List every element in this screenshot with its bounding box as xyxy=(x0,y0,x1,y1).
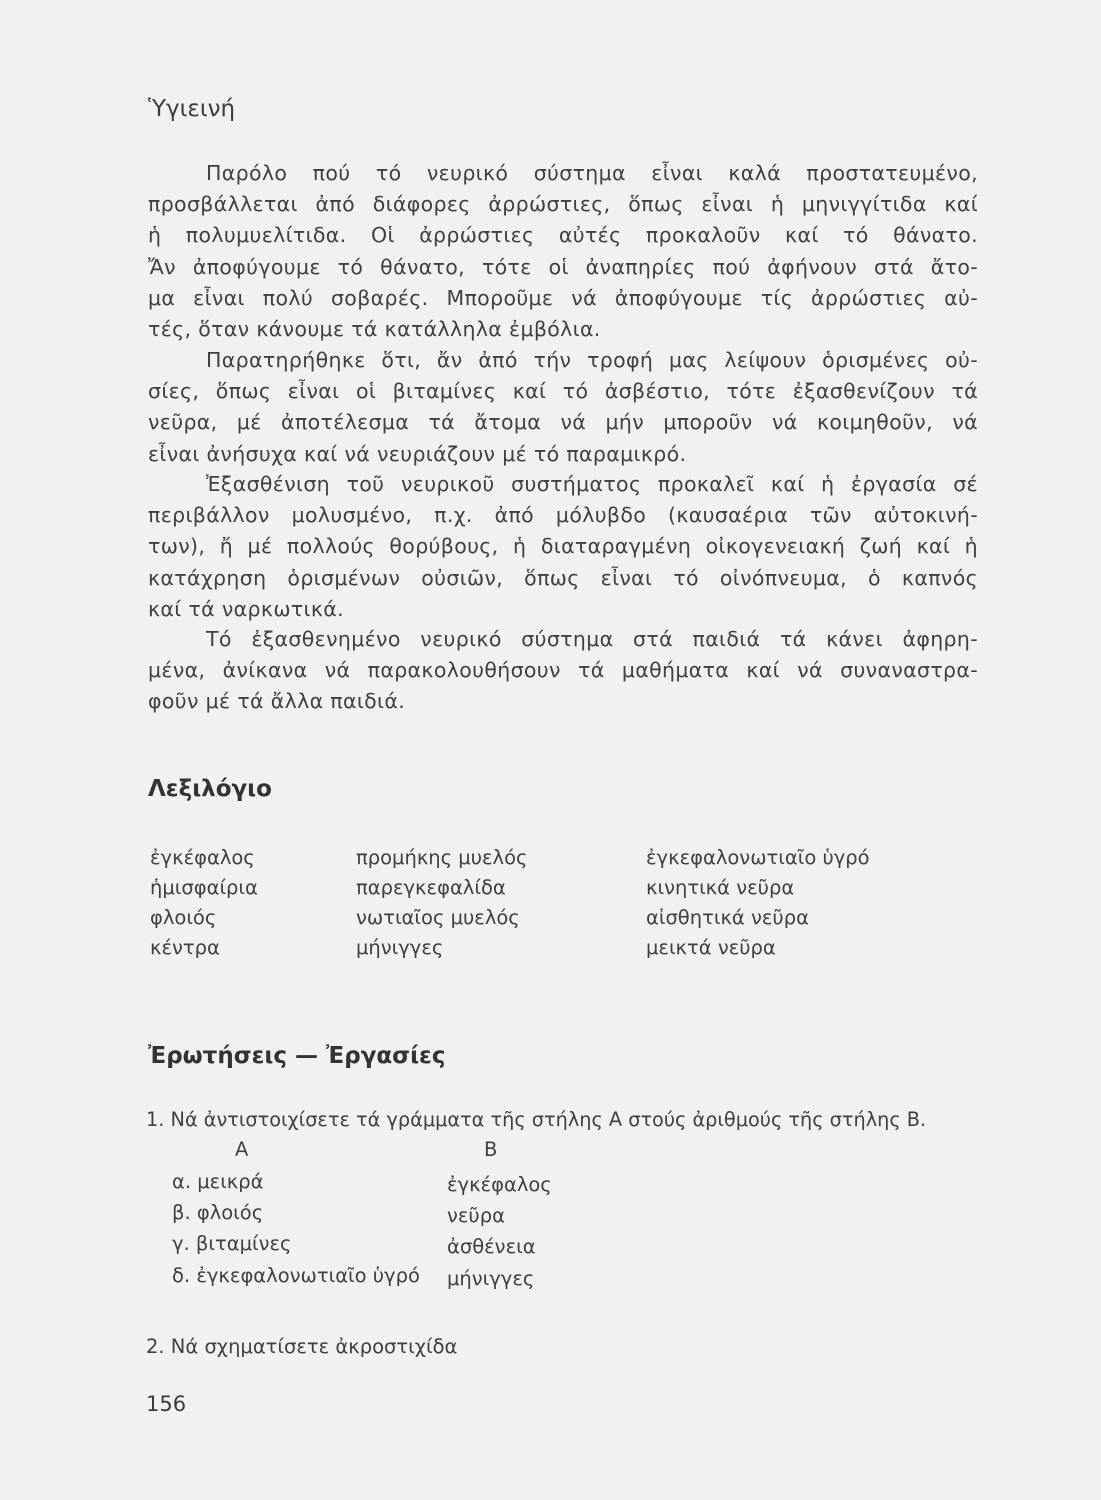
vocabulary-term: φλοιός xyxy=(150,906,217,929)
text-line: καί τά ναρκωτικά. xyxy=(148,596,344,621)
text-line: Παρατηρήθηκε ὅτι, ἄν ἀπό τήν τροφή μας λείψουν ὁρισμένες οὐ- xyxy=(206,348,978,372)
match-item-b: ἐγκέφαλος xyxy=(447,1173,552,1196)
match-item-a: β. φλοιός xyxy=(172,1201,264,1224)
text-line: τές, ὅταν κάνουμε τά κατάλληλα ἐμβόλια. xyxy=(148,317,601,342)
vocabulary-term: νωτιαῖος μυελός xyxy=(356,906,520,929)
section-title-vocabulary: Λεξιλόγιο xyxy=(148,776,272,802)
vocabulary-column-2 xyxy=(356,843,527,963)
text-line: Τό ἐξασθενημένο νευρικό σύστημα στά παιδιά τά κάνει ἀφηρη- xyxy=(206,627,978,651)
match-item-b: μήνιγγες xyxy=(447,1267,535,1290)
match-item-b: ἀσθένεια xyxy=(447,1235,536,1258)
vocabulary-term: κινητικά νεῦρα xyxy=(646,876,795,899)
paragraph-4 xyxy=(148,624,978,718)
match-item-a: α. μεικρά xyxy=(172,1170,264,1193)
vocabulary-term: αἰσθητικά νεῦρα xyxy=(646,906,809,929)
match-item-a: γ. βιταμίνες xyxy=(172,1232,292,1255)
paragraph-3 xyxy=(148,469,978,625)
text-line: των), ἤ μέ πολλούς θορύβους, ἡ διαταραγμένη οἰκογενειακή ζωή καί ἡ xyxy=(148,534,978,559)
text-line: Ἄν ἀποφύγουμε τό θάνατο, τότε οἱ ἀναπηρίες πού ἀφήνουν στά ἄτο- xyxy=(148,254,978,279)
question-1-text: 1. Νά ἀντιστοιχίσετε τά γράμματα τῆς στήλης Α στούς ἀριθμούς τῆς στήλης Β. xyxy=(146,1108,927,1131)
text-line: Ἐξασθένιση τοῦ νευρικοῦ συστήματος προκαλεῖ καί ἡ ἐργασία σέ xyxy=(206,472,978,496)
paragraph-2 xyxy=(148,345,978,470)
vocabulary-term: παρεγκεφαλίδα xyxy=(356,876,506,899)
text-line: περιβάλλον μολυσμένο, π.χ. ἀπό μόλυβδο (καυσαέρια τῶν αὐτοκινή- xyxy=(148,503,978,528)
vocabulary-term: μεικτά νεῦρα xyxy=(646,936,776,959)
text-line: κατάχρηση ὁρισμένων οὐσιῶν, ὅπως εἶναι τό οἰνόπνευμα, ὁ καπνός xyxy=(148,565,978,590)
vocabulary-term: ἐγκέφαλος xyxy=(150,846,255,869)
vocabulary-term: ἐγκεφαλονωτιαῖο ὑγρό xyxy=(646,846,870,869)
text-line: Παρόλο πού τό νευρικό σύστημα εἶναι καλά προστατευμένο, xyxy=(206,161,978,185)
vocabulary-term: μήνιγγες xyxy=(356,936,444,959)
text-line: νεῦρα, μέ ἀποτέλεσμα τά ἄτομα νά μήν μποροῦν νά κοιμηθοῦν, νά xyxy=(148,410,978,435)
text-line: εἶναι ἀνήσυχα καί νά νευριάζουν μέ τό παραμικρό. xyxy=(148,441,687,466)
vocabulary-column-1 xyxy=(150,843,258,963)
section-title-hygiene: Ὑγιεινή xyxy=(148,96,236,122)
column-a-header: Α xyxy=(235,1138,249,1161)
text-line: μα εἶναι πολύ σοβαρές. Μποροῦμε νά ἀποφύγουμε τίς ἀρρώστιες αὐ- xyxy=(148,285,978,310)
page-number: 156 xyxy=(146,1392,187,1416)
text-line: ἡ πολυμυελίτιδα. Οἱ ἀρρώστιες αὐτές προκαλοῦν καί τό θάνατο. xyxy=(148,223,978,248)
text-line: σίες, ὅπως εἶναι οἱ βιταμίνες καί τό ἀσβέστιο, τότε ἐξασθενίζουν τά xyxy=(148,379,978,404)
text-line: φοῦν μέ τά ἄλλα παιδιά. xyxy=(148,689,406,714)
match-item-b: νεῦρα xyxy=(447,1204,505,1227)
vocabulary-term: ἡμισφαίρια xyxy=(150,876,258,899)
text-line: προσβάλλεται ἀπό διάφορες ἀρρώστιες, ὅπως εἶναι ἡ μηνιγγίτιδα καί xyxy=(148,192,978,217)
section-title-questions: Ἐρωτήσεις — Ἐργασίες xyxy=(148,1043,446,1069)
vocabulary-column-3 xyxy=(646,843,870,963)
match-item-a: δ. ἐγκεφαλονωτιαῖο ὑγρό xyxy=(172,1264,420,1287)
text-line: μένα, ἀνίκανα νά παρακολουθήσουν τά μαθήματα καί νά συναναστρα- xyxy=(148,658,978,683)
vocabulary-term: προμήκης μυελός xyxy=(356,846,528,869)
column-b-header: Β xyxy=(484,1138,498,1161)
vocabulary-term: κέντρα xyxy=(150,936,220,959)
question-2-text: 2. Νά σχηματίσετε ἀκροστιχίδα xyxy=(146,1335,458,1358)
paragraph-1 xyxy=(148,158,978,345)
